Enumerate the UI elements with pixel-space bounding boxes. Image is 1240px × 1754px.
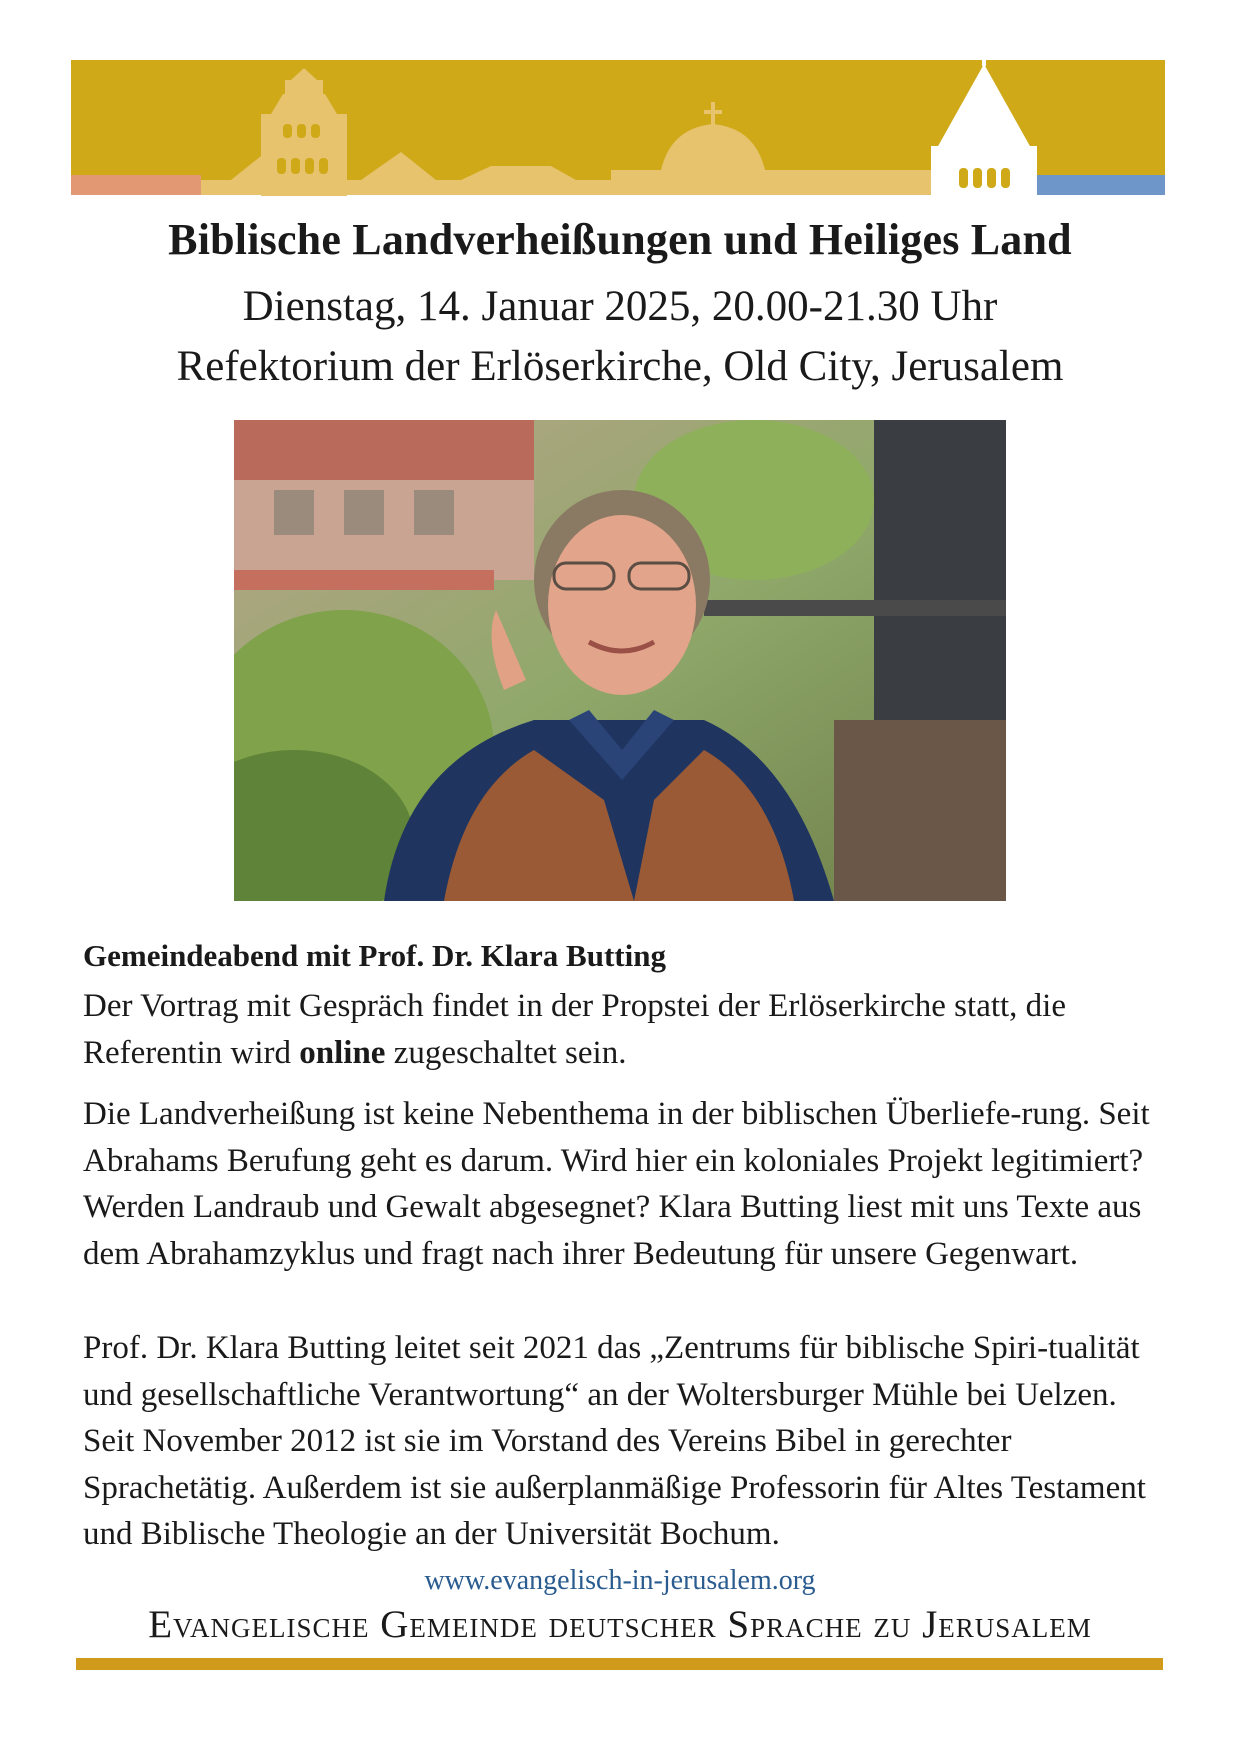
event-date: Dienstag, 14. Januar 2025, 20.00-21.30 Uhr xyxy=(242,283,998,330)
event-location: Refektorium der Erlöserkirche, Old City, Jerusalem xyxy=(176,343,1064,390)
paragraph-1 xyxy=(83,983,1163,1076)
online-emphasis: online xyxy=(299,1034,386,1071)
footer-rule xyxy=(76,1658,1163,1670)
paragraph-1-tail: zugeschaltet sein. xyxy=(385,1034,627,1071)
church-skyline-banner xyxy=(71,40,1165,198)
speaker-portrait-photo xyxy=(234,420,1006,901)
organization-name: Evangelische Gemeinde deutscher Sprache zu Jerusalem xyxy=(148,1603,1092,1646)
paragraph-2: Die Landverheißung ist keine Nebenthema in der biblischen Überliefe-rung. Seit Abrahams Berufung geht es darum. Wird hier ein koloniales Projekt legitimiert? Werden Landraub und Gewalt abgesegnet? Klara Butting liest mit uns Texte aus dem Abrahamzyklus und fragt nach ihrer Bedeutung für unsere Gegenwart. xyxy=(83,1096,1150,1272)
paragraph-3: Prof. Dr. Klara Butting leitet seit 2021 das „Zentrums für biblische Spiri-tualität und gesellschaftliche Verantwortung“ an der Woltersburger Mühle bei Uelzen. Seit November 2012 ist sie im Vorstand des Vereins Bibel in gerechter Sprachetätig. Außerdem ist sie außerplanmäßige Professorin für Altes Testament und Biblische Theologie an der Universität Bochum. xyxy=(83,1330,1146,1552)
event-title: Biblische Landverheißungen und Heiliges Land xyxy=(168,215,1072,264)
paragraph-1-text: Der Vortrag mit Gespräch findet in der Propstei der Erlöserkirche statt, die Referentin wird xyxy=(83,988,1066,1071)
intro-heading: Gemeindeabend mit Prof. Dr. Klara Butting xyxy=(83,938,666,973)
website-link[interactable]: www.evangelisch-in-jerusalem.org xyxy=(424,1565,816,1596)
